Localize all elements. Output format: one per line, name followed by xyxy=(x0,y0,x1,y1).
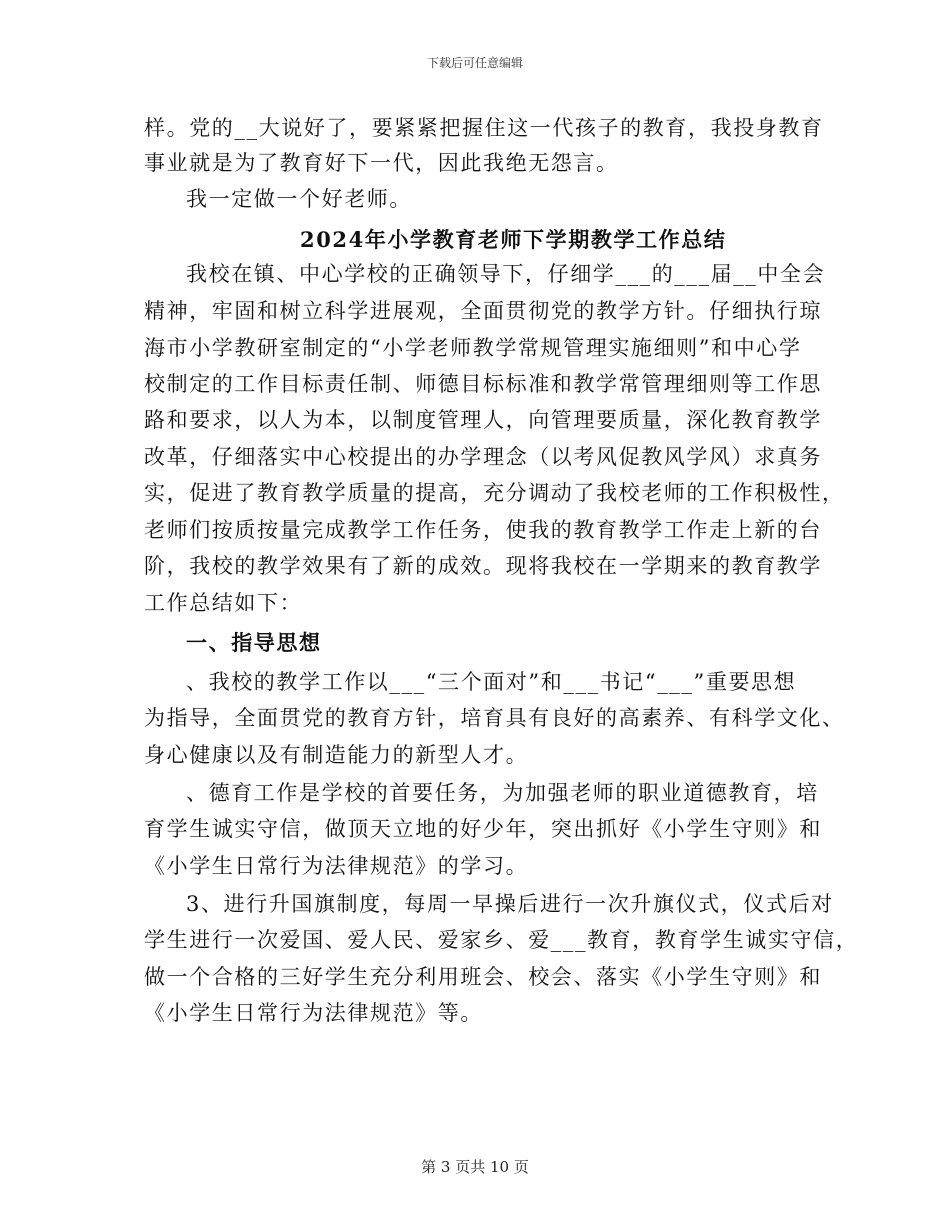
paragraph-line: 身心健康以及有制造能力的新型人才。 xyxy=(144,743,529,767)
paragraph-line: 学生进行一次爱国、爱人民、爱家乡、爱___教育，教育学生诚实守信， xyxy=(144,928,859,952)
paragraph-line: 育学生诚实守信，做顶天立地的好少年，突出抓好《小学生守则》和 xyxy=(144,817,822,841)
paragraph-line: 我一定做一个好老师。 xyxy=(186,187,412,211)
paragraph-line: 我校在镇、中心学校的正确领导下，仔细学___的___届__中全会 xyxy=(186,262,826,286)
paragraph-line: 、我校的教学工作以___“三个面对”和___书记“___”重要思想 xyxy=(186,670,797,694)
paragraph-line: 、德育工作是学校的首要任务，为加强老师的职业道德教育，培 xyxy=(186,781,819,805)
paragraph-line: 3、进行升国旗制度，每周一早操后进行一次升旗仪式，仪式后对 xyxy=(186,892,834,916)
paragraph-line: 工作总结如下： xyxy=(144,591,303,615)
paragraph-line: 阶，我校的教学效果有了新的成效。现将我校在一学期来的教育教学 xyxy=(144,554,822,578)
page-header: 下载后可任意编辑 xyxy=(426,56,523,70)
paragraph-line: 校制定的工作目标责任制、师德目标标准和教学常管理细则等工作思 xyxy=(144,372,822,396)
page-footer: 第 3 页共 10 页 xyxy=(421,1158,529,1176)
paragraph-line: 改革，仔细落实中心校提出的办学理念（以考风促教风学风）求真务 xyxy=(144,445,822,469)
paragraph-line: 做一个合格的三好学生充分利用班会、校会、落实《小学生守则》和 xyxy=(144,965,822,989)
section-title: 2024年小学教育老师下学期教学工作总结 xyxy=(300,227,727,252)
paragraph-line: 海市小学教研室制定的“小学老师教学常规管理实施细则”和中心学 xyxy=(144,336,802,360)
paragraph-line: 样。党的__大说好了，要紧紧把握住这一代孩子的教育，我投身教育 xyxy=(144,116,824,140)
paragraph-line: 路和要求，以人为本，以制度管理人，向管理要质量，深化教育教学 xyxy=(144,408,822,432)
paragraph-line: 实，促进了教育教学质量的提高，充分调动了我校老师的工作积极性， xyxy=(144,481,845,505)
paragraph-line: 《小学生日常行为法律规范》等。 xyxy=(144,1001,483,1025)
paragraph-line: 事业就是为了教育好下一代，因此我绝无怨言。 xyxy=(144,151,619,175)
paragraph-line: 老师们按质按量完成教学工作任务，使我的教育教学工作走上新的台 xyxy=(144,518,822,542)
paragraph-line: 为指导，全面贯党的教育方针，培育具有良好的高素养、有科学文化、 xyxy=(144,706,845,730)
section-heading: 一、指导思想 xyxy=(186,630,322,655)
paragraph-line: 精神，牢固和树立科学进展观，全面贯彻党的教学方针。仔细执行琼 xyxy=(144,299,822,323)
paragraph-line: 《小学生日常行为法律规范》的学习。 xyxy=(144,854,529,878)
